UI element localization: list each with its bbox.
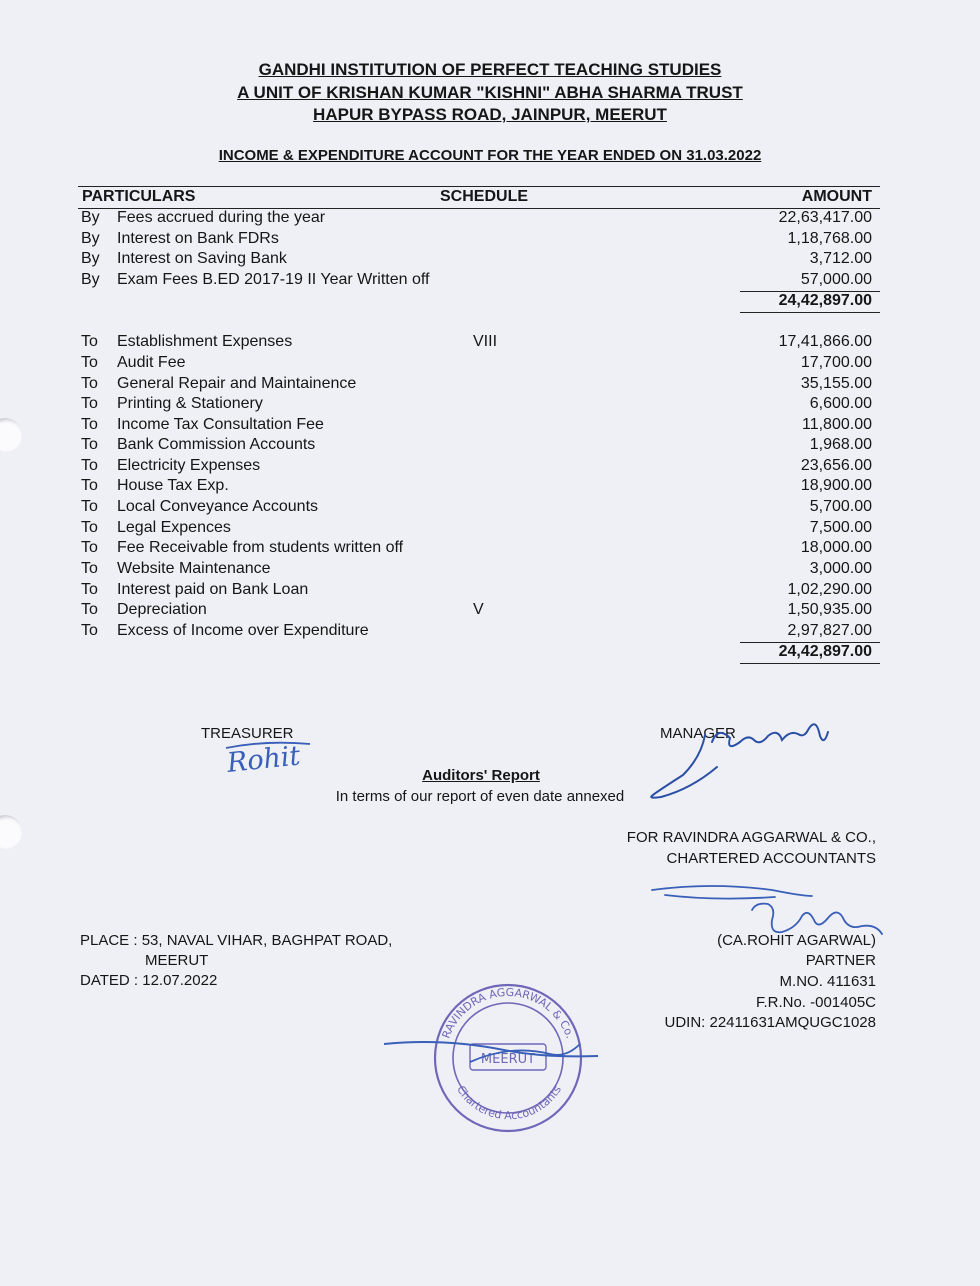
udin-number: UDIN: 22411631AMQUGC1028 bbox=[664, 1014, 876, 1031]
manager-signature bbox=[651, 724, 828, 797]
table-row: To Interest paid on Bank Loan 1,02,290.00 bbox=[81, 581, 872, 598]
table-row: To Income Tax Consultation Fee 11,800.00 bbox=[81, 416, 872, 433]
table-row: To Fee Receivable from students written off 18,000.00 bbox=[81, 539, 872, 556]
col-amount: AMOUNT bbox=[801, 188, 872, 205]
auditors-report-note: In terms of our report of even date annexed bbox=[335, 788, 625, 805]
place-line: PLACE : 53, NAVAL VIHAR, BAGHPAT ROAD, bbox=[80, 932, 393, 949]
statement-title: INCOME & EXPENDITURE ACCOUNT FOR THE YEAR ENDED ON 31.03.2022 bbox=[218, 147, 762, 164]
date-line: DATED : 12.07.2022 bbox=[80, 972, 218, 989]
table-row: To Depreciation V 1,50,935.00 bbox=[81, 601, 872, 618]
table-row: By Interest on Bank FDRs 1,18,768.00 bbox=[81, 230, 872, 247]
treasurer-signature bbox=[224, 740, 310, 779]
institution-name: GANDHI INSTITUTION OF PERFECT TEACHING STUDIES bbox=[258, 60, 722, 79]
membership-number: M.NO. 411631 bbox=[779, 973, 876, 990]
table-row: By Interest on Saving Bank 3,712.00 bbox=[81, 250, 872, 267]
table-row: To Legal Expences 7,500.00 bbox=[81, 519, 872, 536]
partner-title: PARTNER bbox=[805, 952, 876, 969]
stamp-designation: Chartered Accountants bbox=[454, 1083, 564, 1123]
auditor-stamp bbox=[384, 985, 598, 1131]
manager-label: MANAGER bbox=[660, 725, 736, 742]
col-particulars: PARTICULARS bbox=[82, 188, 196, 205]
place-city: MEERUT bbox=[145, 952, 209, 969]
col-schedule: SCHEDULE bbox=[440, 188, 529, 205]
table-row: To Website Maintenance 3,000.00 bbox=[81, 560, 872, 577]
income-total: 24,42,897.00 bbox=[778, 292, 872, 309]
table-row: To General Repair and Maintainence 35,155.00 bbox=[81, 375, 872, 392]
table-row: To Audit Fee 17,700.00 bbox=[81, 354, 872, 371]
table-row: To Local Conveyance Accounts 5,700.00 bbox=[81, 498, 872, 515]
table-row: To House Tax Exp. 18,900.00 bbox=[81, 477, 872, 494]
table-row: To Establishment Expenses VIII 17,41,866.00 bbox=[81, 333, 872, 350]
table-row: By Fees accrued during the year 22,63,417.00 bbox=[81, 209, 872, 226]
firm-registration-number: F.R.No. -001405C bbox=[755, 994, 876, 1011]
table-row: To Bank Commission Accounts 1,968.00 bbox=[81, 436, 872, 453]
trust-name: A UNIT OF KRISHAN KUMAR "KISHNI" ABHA SHARMA TRUST bbox=[237, 83, 743, 102]
table-row: To Printing & Stationery 6,600.00 bbox=[81, 395, 872, 412]
table-row: By Exam Fees B.ED 2017-19 II Year Written off 57,000.00 bbox=[81, 271, 872, 288]
svg-text:Rohit: Rohit bbox=[225, 740, 302, 779]
partner-name: (CA.ROHIT AGARWAL) bbox=[717, 932, 876, 949]
expenditure-total: 24,42,897.00 bbox=[778, 643, 872, 660]
audit-firm-designation: CHARTERED ACCOUNTANTS bbox=[666, 850, 876, 867]
stamp-firm-name: RAVINDRA AGGARWAL & Co. bbox=[439, 985, 577, 1041]
table-row: To Excess of Income over Expenditure 2,97,827.00 bbox=[81, 622, 872, 639]
audit-firm-name: FOR RAVINDRA AGGARWAL & CO., bbox=[626, 829, 876, 846]
stamp-city: MEERUT bbox=[480, 1052, 536, 1067]
institution-address: HAPUR BYPASS ROAD, JAINPUR, MEERUT bbox=[313, 105, 667, 124]
table-row: To Electricity Expenses 23,656.00 bbox=[81, 457, 872, 474]
treasurer-label: TREASURER bbox=[201, 725, 294, 742]
auditors-report-heading: Auditors' Report bbox=[422, 767, 540, 784]
partner-signature bbox=[652, 886, 882, 934]
